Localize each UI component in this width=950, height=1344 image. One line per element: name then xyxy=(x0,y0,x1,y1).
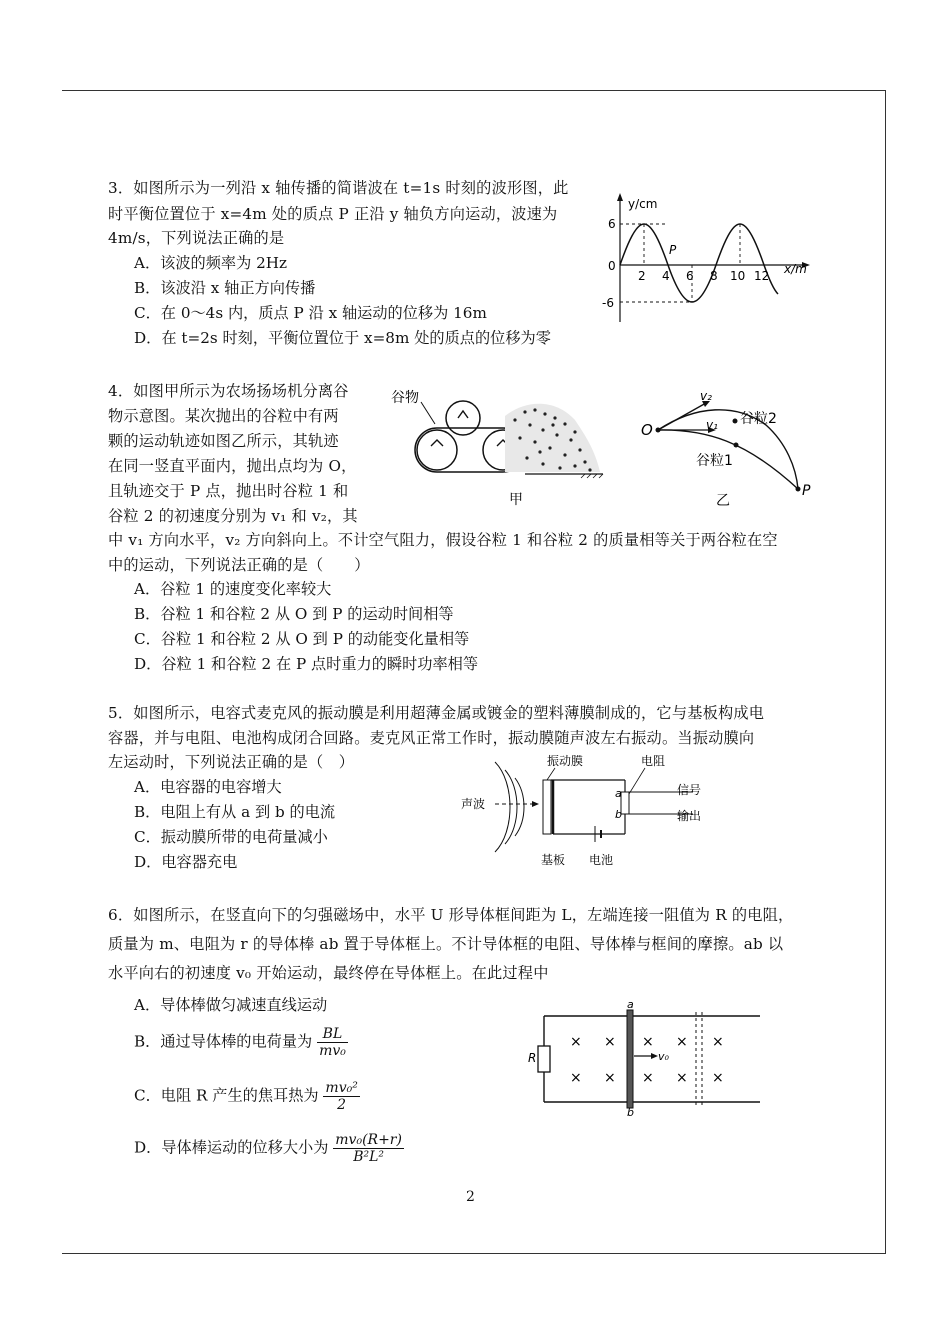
fig-yi-caption: 乙 xyxy=(716,493,730,509)
grain-label: 谷物 xyxy=(391,390,419,406)
v1-label: v₁ xyxy=(706,418,718,432)
q4-text-line3: 颗的运动轨迹如图乙所示，其轨迹 xyxy=(108,432,339,450)
a-label: a xyxy=(627,1002,634,1011)
svg-text:×: × xyxy=(604,1070,616,1086)
svg-text:×: × xyxy=(712,1070,724,1086)
page-frame-bottom xyxy=(62,1253,886,1254)
resistor xyxy=(621,792,629,814)
svg-text:×: × xyxy=(642,1070,654,1086)
q6-option-b-numerator: BL xyxy=(317,1026,348,1043)
q5-text-line3: 左运动时，下列说法正确的是（ ） xyxy=(108,753,355,771)
q4-text-line2: 物示意图。某次抛出的谷粒中有两 xyxy=(108,407,339,425)
q6-text-line2: 质量为 m、电阻为 r 的导体棒 ab 置于导体框上。不计导体框的电阻、导体棒与框间的摩擦。ab 以 xyxy=(108,935,784,953)
q6-option-d xyxy=(134,1132,404,1165)
q5-option-b: B．电阻上有从 a 到 b 的电流 xyxy=(134,803,336,821)
q5-option-a: A．电容器的电容增大 xyxy=(134,778,282,796)
membrane xyxy=(543,780,551,834)
resistor-r xyxy=(538,1046,550,1072)
q4-option-b: B．谷粒 1 和谷粒 2 从 O 到 P 的运动时间相等 xyxy=(134,605,454,623)
q3-text-line2: 时平衡位置位于 x=4m 处的质点 P 正沿 y 轴负方向运动，波速为 xyxy=(108,205,558,223)
q6-text-line3: 水平向右的初速度 v₀ 开始运动，最终停在导体框上。在此过程中 xyxy=(108,964,549,982)
y-tick-neg6: -6 xyxy=(602,296,614,310)
q6-option-d-fraction xyxy=(333,1132,404,1165)
q6-option-c-text: C．电阻 R 产生的焦耳热为 xyxy=(134,1086,319,1105)
signal-label-2: 输出 xyxy=(677,809,702,823)
plate-label: 基板 xyxy=(541,853,566,867)
q6-text-line1: 6．如图所示，在竖直向下的匀强磁场中，水平 U 形导体框间距为 L，左端连接一阻值为 R 的电阻， xyxy=(108,906,794,924)
q4-figure-jia xyxy=(385,380,615,510)
y-tick-6: 6 xyxy=(608,217,616,231)
q6-option-b xyxy=(134,1026,348,1059)
q6-option-d-numerator: mv₀(R+r) xyxy=(335,1132,402,1148)
x-tick-6: 6 xyxy=(686,269,694,283)
q5-text-line1: 5．如图所示，电容式麦克风的振动膜是利用超薄金属或镀金的塑料薄膜制成的，它与基板构成电 xyxy=(108,704,765,722)
q4-option-c: C．谷粒 1 和谷粒 2 从 O 到 P 的动能变化量相等 xyxy=(134,630,470,648)
membrane-label: 振动膜 xyxy=(547,754,584,768)
grain2-label: 谷粒2 xyxy=(740,411,777,427)
point-o-label: O xyxy=(641,421,653,439)
resistor-label: 电阻 xyxy=(641,754,666,768)
signal-label-1: 信号 xyxy=(677,783,702,797)
svg-text:×: × xyxy=(676,1070,688,1086)
fig-jia-caption: 甲 xyxy=(509,492,523,508)
x-axis-label: x/m xyxy=(784,262,807,276)
grain1-label: 谷粒1 xyxy=(696,453,733,469)
y-tick-0: 0 xyxy=(608,259,616,273)
q3-wave-graph xyxy=(598,190,818,330)
trajectory-grain2 xyxy=(658,410,798,489)
a-label: a xyxy=(615,787,622,800)
v0-label: v₀ xyxy=(658,1050,669,1063)
page-number: 2 xyxy=(466,1189,475,1205)
q6-option-d-denominator: B²L² xyxy=(353,1149,385,1165)
x-tick-8: 8 xyxy=(710,269,718,283)
q4-text-line8: 中的运动，下列说法正确的是（ ） xyxy=(108,556,370,574)
q6-rail-diagram xyxy=(520,1002,765,1117)
svg-text:×: × xyxy=(642,1034,654,1050)
q5-microphone-diagram xyxy=(455,752,725,870)
r-label: R xyxy=(528,1051,537,1065)
x-tick-4: 4 xyxy=(662,269,670,283)
b-label: b xyxy=(615,808,622,821)
top-roller xyxy=(446,401,480,435)
q6-option-b-denominator: mv₀ xyxy=(319,1043,346,1059)
svg-text:×: × xyxy=(570,1034,582,1050)
q6-option-d-text: D．导体棒运动的位移大小为 xyxy=(134,1138,329,1157)
q6-option-c-denominator: 2 xyxy=(337,1097,347,1113)
magnetic-field-marks xyxy=(570,1034,724,1086)
svg-text:×: × xyxy=(604,1034,616,1050)
q5-text-line2: 容器，并与电阻、电池构成闭合回路。麦克风正常工作时，振动膜随声波左右振动。当振动膜向 xyxy=(108,729,755,747)
battery-label: 电池 xyxy=(589,853,614,867)
page-frame-right xyxy=(885,90,886,1254)
q4-option-a: A．谷粒 1 的速度变化率较大 xyxy=(134,580,332,598)
x-tick-12: 12 xyxy=(754,269,770,283)
svg-text:×: × xyxy=(570,1070,582,1086)
conductor-rod-ab xyxy=(627,1010,633,1108)
y-axis-label: y/cm xyxy=(628,197,658,211)
point-p-label: P xyxy=(669,243,677,257)
q4-text-line6: 谷粒 2 的初速度分别为 v₁ 和 v₂，其 xyxy=(108,507,358,525)
q3-option-c: C．在 0～4s 内，质点 P 沿 x 轴运动的位移为 16m xyxy=(134,304,487,322)
q4-text-line5: 且轨迹交于 P 点，抛出时谷粒 1 和 xyxy=(108,482,349,500)
page-frame-top xyxy=(62,90,886,91)
q6-option-c xyxy=(134,1080,360,1113)
x-tick-10: 10 xyxy=(730,269,746,283)
q4-text-line7: 中 v₁ 方向水平，v₂ 方向斜向上。不计空气阻力，假设谷粒 1 和谷粒 2 的质量相等关于两谷粒在空 xyxy=(108,531,778,549)
x-tick-2: 2 xyxy=(638,269,646,283)
q4-text-line1: 4．如图甲所示为农场扬场机分离谷 xyxy=(108,382,349,400)
q3-text-line3: 4m/s，下列说法正确的是 xyxy=(108,229,285,247)
q3-option-a: A．该波的频率为 2Hz xyxy=(134,254,288,272)
q5-option-c: C．振动膜所带的电荷量减小 xyxy=(134,828,328,846)
svg-text:×: × xyxy=(676,1034,688,1050)
q6-option-b-text: B．通过导体棒的电荷量为 xyxy=(134,1032,313,1051)
q3-option-d: D．在 t=2s 时刻，平衡位置位于 x=8m 处的质点的位移为零 xyxy=(134,329,551,347)
q6-option-a: A．导体棒做匀减速直线运动 xyxy=(134,996,328,1014)
b-label: b xyxy=(627,1106,634,1117)
q4-option-d: D．谷粒 1 和谷粒 2 在 P 点时重力的瞬时功率相等 xyxy=(134,655,479,673)
v2-label: v₂ xyxy=(700,389,712,403)
q5-option-d: D．电容器充电 xyxy=(134,853,238,871)
q4-text-line4: 在同一竖直平面内，抛出点均为 O， xyxy=(108,457,357,475)
sound-label: 声波 xyxy=(461,797,486,811)
q4-figure-yi xyxy=(636,385,826,510)
y-axis-arrow xyxy=(617,193,623,201)
left-roller xyxy=(417,430,457,470)
point-p-label: P xyxy=(802,483,811,499)
q6-option-c-fraction xyxy=(323,1080,359,1113)
q6-option-b-fraction xyxy=(317,1026,348,1059)
q3-text-line1: 3．如图所示为一列沿 x 轴传播的简谐波在 t=1s 时刻的波形图，此 xyxy=(108,179,569,197)
svg-text:×: × xyxy=(712,1034,724,1050)
q3-option-b: B．该波沿 x 轴正方向传播 xyxy=(134,279,316,297)
q6-option-c-numerator: mv₀² xyxy=(325,1080,358,1096)
